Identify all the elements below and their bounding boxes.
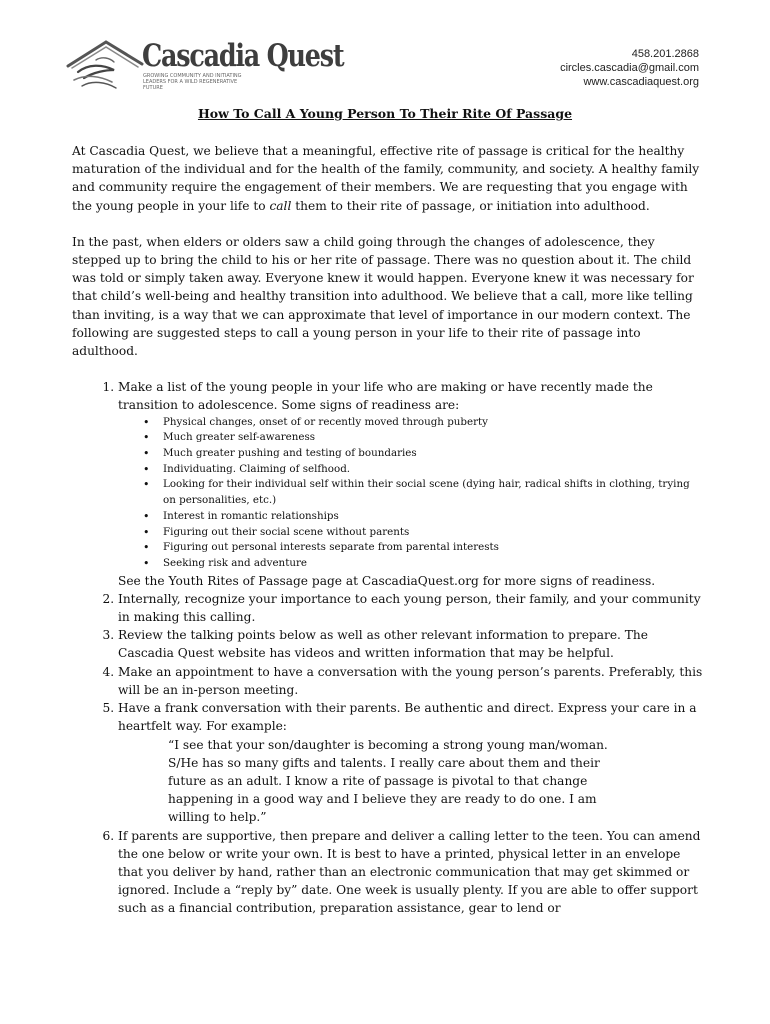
readiness-sign: • Much greater pushing and testing of boundaries [163, 446, 704, 462]
contact-website: www.cascadiaquest.org [583, 76, 699, 88]
readiness-sign: • Much greater self-awareness [163, 430, 704, 446]
step-item [118, 827, 704, 918]
readiness-sign: • Interest in romantic relationships [163, 509, 704, 525]
step-item [118, 699, 704, 826]
step-item [118, 626, 704, 662]
step-2-text: Internally, recognize your importance to each young person, their family, and your community in making this calling. [118, 591, 701, 625]
intro-text-start: At Cascadia Quest, we believe that a meaningful, effective rite of passage is critical for the healthy maturation of the individual and for the health of the family, community, and society. A healthy family and community require the engagement of their members. We are requesting that you engage with the young people in your life to [72, 144, 700, 213]
logo-wordmark: Cascadia Quest [142, 38, 344, 74]
readiness-sign: • Individuating. Claiming of selfhood. [163, 462, 704, 478]
readiness-sign: • Physical changes, onset of or recently moved through puberty [163, 415, 704, 431]
readiness-sign: • Seeking risk and adventure [163, 556, 704, 572]
step-item [118, 590, 704, 626]
step-item [118, 663, 704, 699]
contact-block [560, 47, 699, 89]
contact-phone: 458.201.2868 [631, 48, 699, 60]
example-quote: “I see that your son/daughter is becoming a strong young man/woman. S/He has so many gifts and talents. I really care about them and their future as an adult. I know a rite of passage is pivotal to that change happening in a good way and I believe they are ready to do one. I am willing to help.” [168, 737, 608, 825]
readiness-signs-list [118, 415, 704, 572]
step-3-text: Review the talking points below as well as other relevant information to prepare. The Cascadia Quest website has videos and written information that may be helpful. [118, 628, 648, 661]
steps-list [72, 378, 704, 917]
step-1-followup: See the Youth Rites of Passage page at CascadiaQuest.org for more signs of readiness. [118, 573, 656, 588]
step-1-text: Make a list of the young people in your life who are making or have recently made the transition to adolescence. Some signs of readiness are: [118, 380, 653, 413]
house-roof-logo-icon [66, 38, 146, 96]
document-title: How To Call A Young Person To Their Rite Of Passage [197, 106, 573, 121]
intro-paragraph [72, 142, 704, 215]
readiness-sign: • Looking for their individual self within their social scene (dying hair, radical shifts in clothing, trying on personalities, etc.) [163, 477, 704, 508]
document-body [72, 142, 704, 918]
letterhead [0, 0, 770, 100]
intro-emphasis: call [269, 198, 292, 213]
step-item [118, 378, 704, 590]
logo-tagline: GROWING COMMUNITY AND INITIATING LEADERS FOR A WILD REGENERATIVE FUTURE [143, 73, 242, 91]
history-paragraph: In the past, when elders or olders saw a child going through the changes of adolescence, they stepped up to bring the child to his or her rite of passage. There was no question about it. The child was told or simply taken away. Everyone knew it would happen. Everyone knew it was necessary for that child’s well-being and healthy transition into adulthood. We believe that a call, more like telling than inviting, is a way that we can approximate that level of importance in our modern context. The following are suggested steps to call a young person in your life to their rite of passage into adulthood. [72, 234, 694, 359]
step-6-text: If parents are supportive, then prepare and deliver a calling letter to the teen. You can amend the one below or write your own. It is best to have a printed, physical letter in an envelope that you deliver by hand, rather than an electronic communication that may get skimmed or ignored. Include a “reply by” date. One week is usually plenty. If you are able to offer support such as a financial contribution, preparation assistance, gear to lend or [118, 828, 701, 916]
readiness-sign: • Figuring out personal interests separate from parental interests [163, 540, 704, 556]
step-5-text: Have a frank conversation with their parents. Be authentic and direct. Express your care in a heartfelt way. For example: [118, 701, 697, 734]
readiness-sign: • Figuring out their social scene without parents [163, 525, 704, 541]
intro-text-end: them to their rite of passage, or initiation into adulthood. [291, 198, 650, 213]
cascadia-quest-logo [66, 38, 344, 98]
step-4-text: Make an appointment to have a conversation with the young person’s parents. Preferably, this will be an in-person meeting. [118, 664, 703, 697]
contact-email: circles.cascadia@gmail.com [560, 62, 699, 74]
